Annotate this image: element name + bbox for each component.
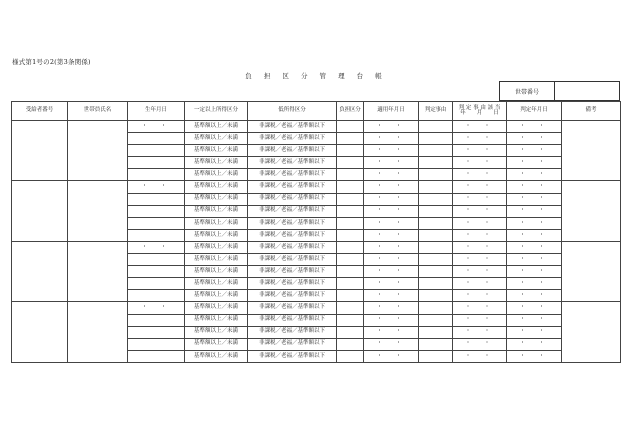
judgment-applicable-date-cell[interactable]: ・ ・ (453, 266, 507, 278)
birth-date-cell[interactable]: ・ ・ (128, 241, 185, 253)
judgment-reason-cell[interactable] (419, 157, 453, 169)
effective-date-cell[interactable]: ・ ・ (364, 133, 419, 145)
burden-class-cell[interactable] (337, 350, 364, 362)
low-income-class-cell[interactable]: 非課税／老福／基準額以下 (248, 157, 337, 169)
judgment-reason-cell[interactable] (419, 205, 453, 217)
judgment-date-cell[interactable]: ・ ・ (507, 302, 562, 314)
burden-class-cell[interactable] (337, 169, 364, 181)
low-income-class-cell[interactable]: 非課税／老福／基準額以下 (248, 278, 337, 290)
low-income-class-cell[interactable]: 非課税／老福／基準額以下 (248, 266, 337, 278)
income-class-cell[interactable]: 基準額以上／未満 (185, 193, 248, 205)
income-class-cell[interactable]: 基準額以上／未満 (185, 121, 248, 133)
birth-date-cell[interactable] (128, 266, 185, 278)
judgment-applicable-date-cell[interactable]: ・ ・ (453, 217, 507, 229)
burden-class-cell[interactable] (337, 193, 364, 205)
household-member-name-cell[interactable] (68, 181, 128, 241)
header-birth-date: 生年月日 (128, 102, 185, 121)
effective-date-cell[interactable]: ・ ・ (364, 302, 419, 314)
income-class-cell[interactable]: 基準額以上／未満 (185, 133, 248, 145)
low-income-class-cell[interactable]: 非課税／老福／基準額以下 (248, 133, 337, 145)
birth-date-cell[interactable] (128, 254, 185, 266)
judgment-date-cell[interactable]: ・ ・ (507, 121, 562, 133)
judgment-reason-cell[interactable] (419, 254, 453, 266)
effective-date-cell[interactable]: ・ ・ (364, 254, 419, 266)
judgment-applicable-date-cell[interactable]: ・ ・ (453, 205, 507, 217)
low-income-class-cell[interactable]: 非課税／老福／基準額以下 (248, 229, 337, 241)
remarks-cell[interactable] (562, 302, 621, 362)
birth-date-cell[interactable] (128, 145, 185, 157)
judgment-applicable-date-cell[interactable]: ・ ・ (453, 278, 507, 290)
recipient-number-cell[interactable] (12, 121, 68, 181)
household-number-label: 世帯番号 (500, 82, 555, 100)
judgment-reason-cell[interactable] (419, 278, 453, 290)
judgment-date-cell[interactable]: ・ ・ (507, 133, 562, 145)
income-class-cell[interactable]: 基準額以上／未満 (185, 145, 248, 157)
header-recipient-number: 受給者番号 (12, 102, 68, 121)
judgment-applicable-date-cell[interactable]: ・ ・ (453, 157, 507, 169)
effective-date-cell[interactable]: ・ ・ (364, 157, 419, 169)
remarks-cell[interactable] (562, 181, 621, 241)
form-reference: 様式第1号の2(第3条関係) (12, 58, 91, 66)
effective-date-cell[interactable]: ・ ・ (364, 278, 419, 290)
burden-class-cell[interactable] (337, 145, 364, 157)
birth-date-cell[interactable] (128, 229, 185, 241)
burden-class-cell[interactable] (337, 290, 364, 302)
low-income-class-cell[interactable]: 非課税／老福／基準額以下 (248, 121, 337, 133)
judgment-reason-cell[interactable] (419, 302, 453, 314)
low-income-class-cell[interactable]: 非課税／老福／基準額以下 (248, 290, 337, 302)
judgment-date-cell[interactable]: ・ ・ (507, 169, 562, 181)
header-burden-class: 負担区分 (337, 102, 364, 121)
burden-class-cell[interactable] (337, 314, 364, 326)
judgment-applicable-date-cell[interactable]: ・ ・ (453, 350, 507, 362)
income-class-cell[interactable]: 基準額以上／未満 (185, 157, 248, 169)
judgment-applicable-date-cell[interactable]: ・ ・ (453, 314, 507, 326)
header-row (12, 102, 621, 121)
low-income-class-cell[interactable]: 非課税／老福／基準額以下 (248, 350, 337, 362)
low-income-class-cell[interactable]: 非課税／老福／基準額以下 (248, 145, 337, 157)
income-class-cell[interactable]: 基準額以上／未満 (185, 314, 248, 326)
judgment-reason-cell[interactable] (419, 145, 453, 157)
judgment-reason-cell[interactable] (419, 181, 453, 193)
income-class-cell[interactable]: 基準額以上／未満 (185, 266, 248, 278)
birth-date-cell[interactable]: ・ ・ (128, 181, 185, 193)
table-row (12, 121, 621, 133)
low-income-class-cell[interactable]: 非課税／老福／基準額以下 (248, 314, 337, 326)
low-income-class-cell[interactable]: 非課税／老福／基準額以下 (248, 169, 337, 181)
burden-class-cell[interactable] (337, 266, 364, 278)
judgment-date-cell[interactable]: ・ ・ (507, 229, 562, 241)
low-income-class-cell[interactable]: 非課税／老福／基準額以下 (248, 217, 337, 229)
birth-date-cell[interactable] (128, 350, 185, 362)
income-class-cell[interactable]: 基準額以上／未満 (185, 169, 248, 181)
recipient-number-cell[interactable] (12, 181, 68, 241)
birth-date-cell[interactable]: ・ ・ (128, 121, 185, 133)
table-row (12, 302, 621, 314)
judgment-reason-cell[interactable] (419, 326, 453, 338)
birth-date-cell[interactable] (128, 290, 185, 302)
birth-date-cell[interactable]: ・ ・ (128, 302, 185, 314)
income-class-cell[interactable]: 基準額以上／未満 (185, 229, 248, 241)
income-class-cell[interactable]: 基準額以上／未満 (185, 326, 248, 338)
judgment-applicable-date-cell[interactable]: ・ ・ (453, 181, 507, 193)
birth-date-cell[interactable] (128, 338, 185, 350)
judgment-reason-cell[interactable] (419, 266, 453, 278)
judgment-date-cell[interactable]: ・ ・ (507, 157, 562, 169)
judgment-date-cell[interactable]: ・ ・ (507, 314, 562, 326)
table-row (12, 181, 621, 193)
low-income-class-cell[interactable]: 非課税／老福／基準額以下 (248, 241, 337, 253)
household-number-field[interactable] (555, 82, 619, 100)
burden-class-cell[interactable] (337, 302, 364, 314)
effective-date-cell[interactable]: ・ ・ (364, 338, 419, 350)
income-class-cell[interactable]: 基準額以上／未満 (185, 217, 248, 229)
judgment-applicable-date-cell[interactable]: ・ ・ (453, 326, 507, 338)
income-class-cell[interactable]: 基準額以上／未満 (185, 241, 248, 253)
judgment-date-cell[interactable]: ・ ・ (507, 278, 562, 290)
header-judgment-applicable-line2: 年 月 日 (460, 110, 499, 116)
header-remarks: 備考 (562, 102, 621, 121)
income-class-cell[interactable]: 基準額以上／未満 (185, 254, 248, 266)
burden-class-ledger-table (11, 101, 621, 363)
burden-class-cell[interactable] (337, 121, 364, 133)
judgment-date-cell[interactable]: ・ ・ (507, 205, 562, 217)
income-class-cell[interactable]: 基準額以上／未満 (185, 338, 248, 350)
judgment-reason-cell[interactable] (419, 350, 453, 362)
effective-date-cell[interactable]: ・ ・ (364, 145, 419, 157)
burden-class-cell[interactable] (337, 278, 364, 290)
effective-date-cell[interactable]: ・ ・ (364, 266, 419, 278)
income-class-cell[interactable]: 基準額以上／未満 (185, 205, 248, 217)
effective-date-cell[interactable]: ・ ・ (364, 326, 419, 338)
judgment-reason-cell[interactable] (419, 241, 453, 253)
birth-date-cell[interactable] (128, 278, 185, 290)
judgment-date-cell[interactable]: ・ ・ (507, 241, 562, 253)
judgment-applicable-date-cell[interactable]: ・ ・ (453, 229, 507, 241)
birth-date-cell[interactable] (128, 133, 185, 145)
judgment-reason-cell[interactable] (419, 133, 453, 145)
burden-class-cell[interactable] (337, 254, 364, 266)
burden-class-cell[interactable] (337, 229, 364, 241)
judgment-applicable-date-cell[interactable]: ・ ・ (453, 121, 507, 133)
income-class-cell[interactable]: 基準額以上／未満 (185, 290, 248, 302)
household-member-name-cell[interactable] (68, 302, 128, 362)
judgment-date-cell[interactable]: ・ ・ (507, 350, 562, 362)
recipient-number-cell[interactable] (12, 302, 68, 362)
judgment-date-cell[interactable]: ・ ・ (507, 254, 562, 266)
judgment-date-cell[interactable]: ・ ・ (507, 326, 562, 338)
judgment-reason-cell[interactable] (419, 193, 453, 205)
header-income-class: 一定以上所得区分 (185, 102, 248, 121)
birth-date-cell[interactable] (128, 314, 185, 326)
low-income-class-cell[interactable]: 非課税／老福／基準額以下 (248, 205, 337, 217)
income-class-cell[interactable]: 基準額以上／未満 (185, 350, 248, 362)
judgment-applicable-date-cell[interactable]: ・ ・ (453, 133, 507, 145)
header-judgment-reason: 判定事由 (419, 102, 453, 121)
income-class-cell[interactable]: 基準額以上／未満 (185, 302, 248, 314)
birth-date-cell[interactable] (128, 169, 185, 181)
effective-date-cell[interactable]: ・ ・ (364, 241, 419, 253)
judgment-applicable-date-cell[interactable]: ・ ・ (453, 169, 507, 181)
burden-class-cell[interactable] (337, 217, 364, 229)
birth-date-cell[interactable] (128, 217, 185, 229)
judgment-date-cell[interactable]: ・ ・ (507, 193, 562, 205)
judgment-applicable-date-cell[interactable]: ・ ・ (453, 145, 507, 157)
effective-date-cell[interactable]: ・ ・ (364, 217, 419, 229)
burden-class-cell[interactable] (337, 205, 364, 217)
low-income-class-cell[interactable]: 非課税／老福／基準額以下 (248, 338, 337, 350)
burden-class-cell[interactable] (337, 338, 364, 350)
header-judgment-applicable-date (453, 102, 507, 121)
low-income-class-cell[interactable]: 非課税／老福／基準額以下 (248, 254, 337, 266)
judgment-date-cell[interactable]: ・ ・ (507, 266, 562, 278)
header-judgment-applicable-line1: 判 定 事 由 該 当 (458, 104, 501, 111)
judgment-reason-cell[interactable] (419, 121, 453, 133)
judgment-reason-cell[interactable] (419, 290, 453, 302)
effective-date-cell[interactable]: ・ ・ (364, 229, 419, 241)
low-income-class-cell[interactable]: 非課税／老福／基準額以下 (248, 302, 337, 314)
birth-date-cell[interactable] (128, 193, 185, 205)
header-low-income-class: 低所得区分 (248, 102, 337, 121)
judgment-date-cell[interactable]: ・ ・ (507, 338, 562, 350)
burden-class-cell[interactable] (337, 133, 364, 145)
judgment-reason-cell[interactable] (419, 314, 453, 326)
income-class-cell[interactable]: 基準額以上／未満 (185, 181, 248, 193)
judgment-applicable-date-cell[interactable]: ・ ・ (453, 241, 507, 253)
household-number-box (499, 81, 620, 101)
low-income-class-cell[interactable]: 非課税／老福／基準額以下 (248, 193, 337, 205)
effective-date-cell[interactable]: ・ ・ (364, 121, 419, 133)
judgment-date-cell[interactable]: ・ ・ (507, 145, 562, 157)
document-title: 負 担 区 分 管 理 台 帳 (245, 72, 385, 80)
household-member-name-cell[interactable] (68, 241, 128, 301)
birth-date-cell[interactable] (128, 326, 185, 338)
header-judgment-date: 判定年月日 (507, 102, 562, 121)
effective-date-cell[interactable]: ・ ・ (364, 314, 419, 326)
judgment-date-cell[interactable]: ・ ・ (507, 181, 562, 193)
judgment-applicable-date-cell[interactable]: ・ ・ (453, 338, 507, 350)
birth-date-cell[interactable] (128, 157, 185, 169)
judgment-applicable-date-cell[interactable]: ・ ・ (453, 254, 507, 266)
judgment-applicable-date-cell[interactable]: ・ ・ (453, 302, 507, 314)
effective-date-cell[interactable]: ・ ・ (364, 169, 419, 181)
judgment-date-cell[interactable]: ・ ・ (507, 290, 562, 302)
effective-date-cell[interactable]: ・ ・ (364, 193, 419, 205)
judgment-applicable-date-cell[interactable]: ・ ・ (453, 290, 507, 302)
effective-date-cell[interactable]: ・ ・ (364, 290, 419, 302)
remarks-cell[interactable] (562, 241, 621, 301)
effective-date-cell[interactable]: ・ ・ (364, 350, 419, 362)
burden-class-cell[interactable] (337, 326, 364, 338)
low-income-class-cell[interactable]: 非課税／老福／基準額以下 (248, 326, 337, 338)
income-class-cell[interactable]: 基準額以上／未満 (185, 278, 248, 290)
header-effective-date: 適用年月日 (364, 102, 419, 121)
judgment-reason-cell[interactable] (419, 169, 453, 181)
header-household-member-name: 世帯員氏名 (68, 102, 128, 121)
burden-class-cell[interactable] (337, 241, 364, 253)
remarks-cell[interactable] (562, 121, 621, 181)
effective-date-cell[interactable]: ・ ・ (364, 205, 419, 217)
table-row (12, 241, 621, 253)
household-member-name-cell[interactable] (68, 121, 128, 181)
birth-date-cell[interactable] (128, 205, 185, 217)
judgment-reason-cell[interactable] (419, 229, 453, 241)
effective-date-cell[interactable]: ・ ・ (364, 181, 419, 193)
ledger-body (12, 121, 621, 363)
judgment-reason-cell[interactable] (419, 338, 453, 350)
low-income-class-cell[interactable]: 非課税／老福／基準額以下 (248, 181, 337, 193)
burden-class-cell[interactable] (337, 157, 364, 169)
judgment-reason-cell[interactable] (419, 217, 453, 229)
judgment-applicable-date-cell[interactable]: ・ ・ (453, 193, 507, 205)
judgment-date-cell[interactable]: ・ ・ (507, 217, 562, 229)
burden-class-cell[interactable] (337, 181, 364, 193)
recipient-number-cell[interactable] (12, 241, 68, 301)
